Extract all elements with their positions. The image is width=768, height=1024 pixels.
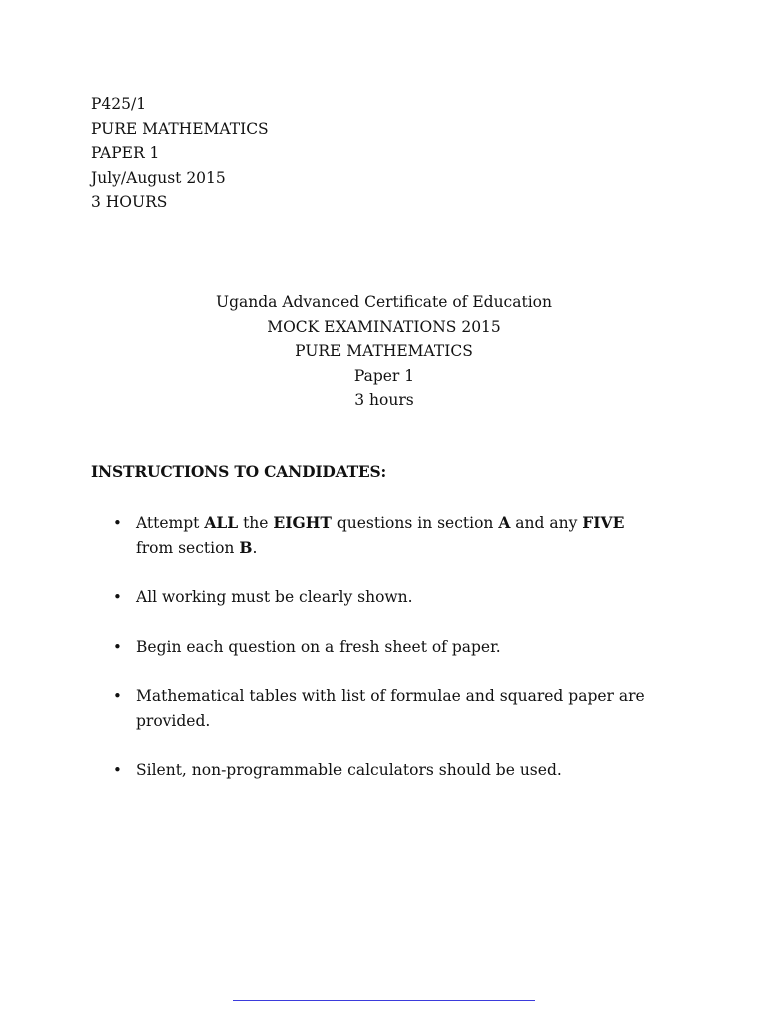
duration-title: 3 hours (354, 391, 414, 409)
bullet-icon: • (113, 588, 122, 606)
keyword-section-b: B (239, 537, 253, 557)
footer-divider (233, 1000, 535, 1001)
instructions-list (91, 511, 651, 808)
certificate-title: Uganda Advanced Certificate of Education (216, 293, 552, 311)
instruction-text: All working must be clearly shown. (136, 588, 413, 606)
instruction-text: Silent, non-programmable calculators should be used. (136, 761, 562, 779)
instruction-item-fresh-sheet (91, 635, 651, 660)
instruction-text: and any (510, 514, 583, 532)
instructions-heading: INSTRUCTIONS TO CANDIDATES: (91, 462, 387, 481)
paper-number: PAPER 1 (91, 144, 160, 162)
instruction-text: Begin each question on a fresh sheet of paper. (136, 637, 501, 656)
bullet-icon: • (113, 637, 122, 656)
paper-code: P425/1 (91, 95, 147, 113)
title-block (0, 290, 768, 413)
keyword-five: FIVE (582, 513, 625, 532)
subject-name: PURE MATHEMATICS (91, 119, 269, 138)
subject-title: PURE MATHEMATICS (295, 342, 473, 360)
bullet-icon: • (113, 687, 122, 705)
exam-date: July/August 2015 (91, 168, 226, 187)
keyword-eight: EIGHT (273, 513, 332, 532)
instruction-item-working (91, 585, 651, 610)
instruction-text: from section (136, 538, 240, 557)
instruction-text: Mathematical tables with list of formulae and squared paper are provided. (136, 687, 645, 730)
instruction-item-attempt (91, 511, 651, 560)
instruction-text: questions in section (331, 514, 499, 532)
paper-title: Paper 1 (353, 366, 415, 385)
exam-duration: 3 HOURS (91, 193, 168, 211)
paper-header (91, 92, 269, 215)
instruction-text: . (252, 538, 258, 557)
instruction-item-calculators (91, 758, 651, 783)
bullet-icon: • (113, 761, 122, 779)
keyword-section-a: A (498, 513, 511, 532)
instruction-text: Attempt (136, 514, 205, 532)
keyword-all: ALL (204, 513, 239, 532)
instruction-text: the (238, 514, 274, 532)
instruction-item-tables (91, 684, 651, 733)
exam-title: MOCK EXAMINATIONS 2015 (267, 317, 501, 336)
bullet-icon: • (113, 514, 122, 532)
